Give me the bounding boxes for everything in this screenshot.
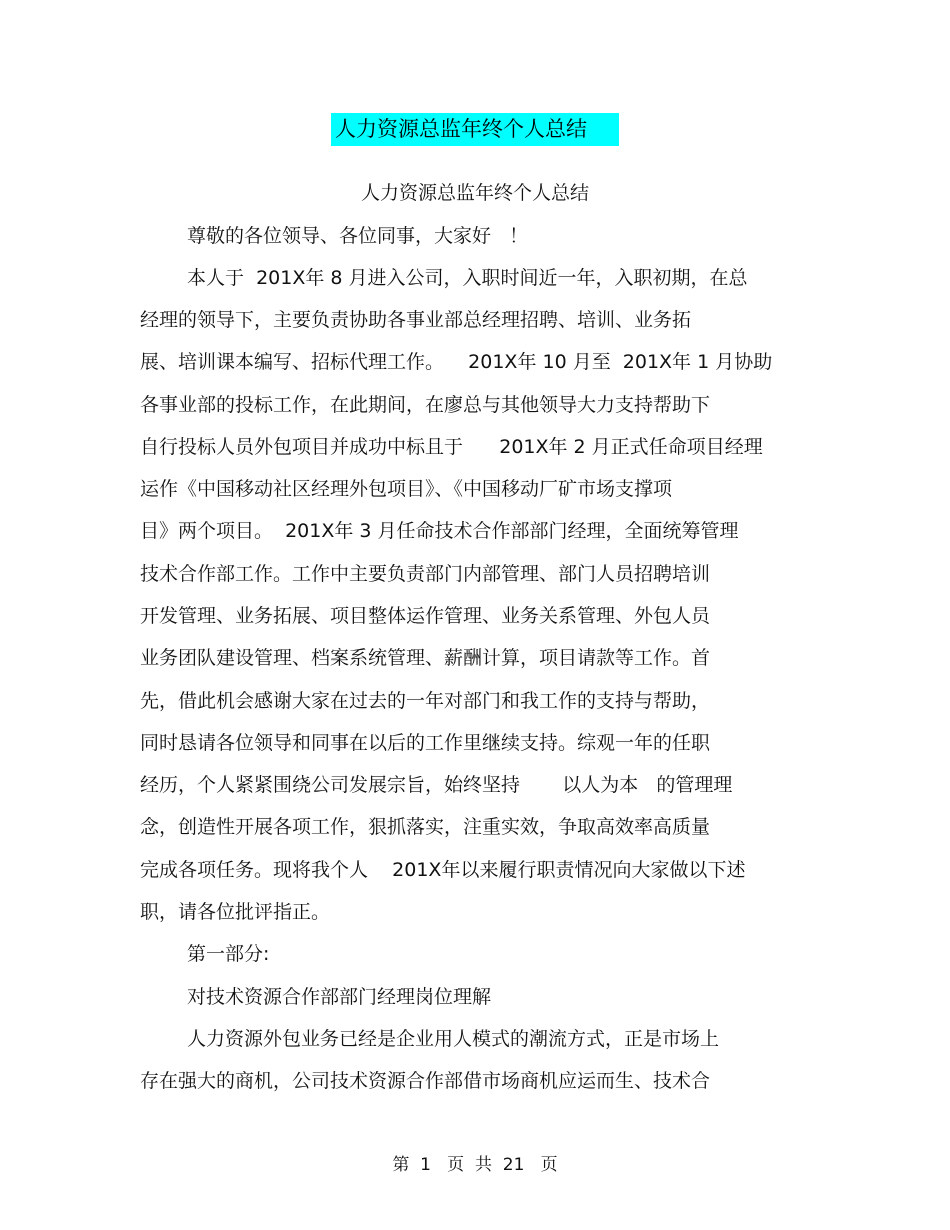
section-subheading: 对技术资源合作部部门经理岗位理解 bbox=[187, 986, 492, 1008]
body-line: 先，借此机会感谢大家在过去的一年对部门和我工作的支持与帮助， bbox=[140, 690, 711, 712]
body-line: 自行投标人员外包项目并成功中标且于 201X年 2 月正式任命项目经理 bbox=[140, 436, 763, 458]
body-line: 经理的领导下，主要负责协助各事业部总经理招聘、培训、业务拓 bbox=[140, 309, 692, 331]
body-line: 经历，个人紧紧围绕公司发展宗旨，始终坚持 以人为本 的管理理 bbox=[140, 774, 733, 796]
body-line: 运作《中国移动社区经理外包项目》、《中国移动厂矿市场支撑项 bbox=[140, 478, 673, 500]
body-line: 完成各项任务。现将我个人 201X年以来履行职责情况向大家做以下述 bbox=[140, 859, 746, 881]
body-line: 目》两个项目。 201X年 3 月任命技术合作部部门经理，全面统筹管理 bbox=[140, 520, 739, 542]
document-title: 人力资源总监年终个人总结 bbox=[331, 113, 619, 146]
body-line: 念，创造性开展各项工作，狠抓落实，注重实效，争取高效率高质量 bbox=[140, 816, 711, 838]
body-line: 同时恳请各位领导和同事在以后的工作里继续支持。综观一年的任职 bbox=[140, 732, 711, 754]
body-line: 展、培训课本编写、招标代理工作。 201X年 10 月至 201X年 1 月协助 bbox=[140, 351, 773, 373]
body-line: 尊敬的各位领导、各位同事，大家好 ！ bbox=[187, 225, 529, 247]
section-heading: 第一部分: bbox=[187, 943, 270, 965]
body-line: 开发管理、业务拓展、项目整体运作管理、业务关系管理、外包人员 bbox=[140, 605, 711, 627]
body-line: 业务团队建设管理、档案系统管理、薪酬计算，项目请款等工作。首 bbox=[140, 647, 711, 669]
body-line: 本人于 201X年 8 月进入公司，入职时间近一年，入职初期，在总 bbox=[187, 267, 748, 289]
body-line: 技术合作部工作。工作中主要负责部门内部管理、部门人员招聘培训 bbox=[140, 563, 711, 585]
page-number-footer: 第 1 页 共 21 页 bbox=[392, 1155, 558, 1175]
document-subtitle: 人力资源总监年终个人总结 bbox=[360, 182, 589, 204]
body-line: 各事业部的投标工作，在此期间，在廖总与其他领导大力支持帮助下 bbox=[140, 394, 711, 416]
body-line: 人力资源外包业务已经是企业用人模式的潮流方式，正是市场上 bbox=[187, 1028, 720, 1050]
title-container bbox=[0, 113, 950, 146]
body-line: 职，请各位批评指正。 bbox=[140, 901, 331, 923]
body-line: 存在强大的商机，公司技术资源合作部借市场商机应运而生、技术合 bbox=[140, 1070, 711, 1092]
